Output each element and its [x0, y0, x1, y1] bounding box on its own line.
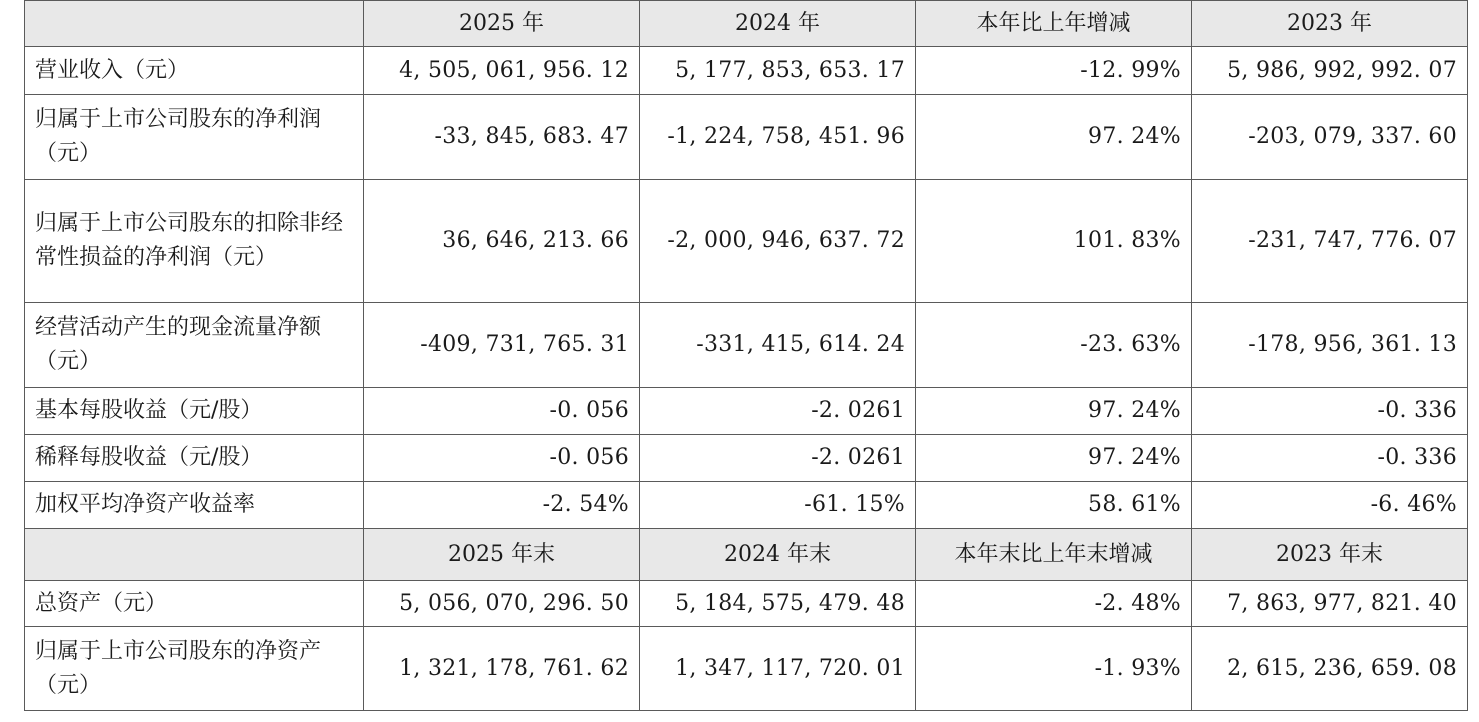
table-row [25, 435, 1468, 482]
value-cell: 2, 615, 236, 659. 08 [1192, 627, 1468, 711]
row-label: 加权平均净资产收益率 [25, 482, 364, 529]
header-cell: 2025 年末 [364, 529, 640, 581]
row-label: 营业收入（元） [25, 47, 364, 95]
value-cell: -2. 54% [364, 482, 640, 529]
value-cell: -0. 336 [1192, 388, 1468, 435]
financial-indicators-table [24, 0, 1468, 711]
value-cell: -409, 731, 765. 31 [364, 303, 640, 388]
value-cell: -2. 0261 [640, 388, 916, 435]
value-cell: -331, 415, 614. 24 [640, 303, 916, 388]
header-cell: 2024 年末 [640, 529, 916, 581]
row-label: 总资产（元） [25, 581, 364, 627]
value-cell: -1, 224, 758, 451. 96 [640, 95, 916, 180]
value-cell: 5, 056, 070, 296. 50 [364, 581, 640, 627]
value-cell: -33, 845, 683. 47 [364, 95, 640, 180]
header-cell: 2025 年 [364, 1, 640, 47]
value-cell: 97. 24% [916, 95, 1192, 180]
value-cell: -61. 15% [640, 482, 916, 529]
value-cell: 5, 986, 992, 992. 07 [1192, 47, 1468, 95]
value-cell: 1, 321, 178, 761. 62 [364, 627, 640, 711]
value-cell: 36, 646, 213. 66 [364, 180, 640, 303]
value-cell: -2. 48% [916, 581, 1192, 627]
table-row [25, 581, 1468, 627]
table-row [25, 180, 1468, 303]
row-label: 归属于上市公司股东的扣除非经常性损益的净利润（元） [25, 180, 364, 303]
table-row [25, 47, 1468, 95]
value-cell: 7, 863, 977, 821. 40 [1192, 581, 1468, 627]
value-cell: 5, 184, 575, 479. 48 [640, 581, 916, 627]
value-cell: -0. 336 [1192, 435, 1468, 482]
row-label: 稀释每股收益（元/股） [25, 435, 364, 482]
value-cell: 58. 61% [916, 482, 1192, 529]
value-cell: -0. 056 [364, 435, 640, 482]
table-row [25, 627, 1468, 711]
header-cell: 本年比上年增减 [916, 1, 1192, 47]
value-cell: -2. 0261 [640, 435, 916, 482]
value-cell: -178, 956, 361. 13 [1192, 303, 1468, 388]
table-row [25, 482, 1468, 529]
value-cell: -6. 46% [1192, 482, 1468, 529]
value-cell: 5, 177, 853, 653. 17 [640, 47, 916, 95]
value-cell: 4, 505, 061, 956. 12 [364, 47, 640, 95]
value-cell: -2, 000, 946, 637. 72 [640, 180, 916, 303]
row-label: 归属于上市公司股东的净利润（元） [25, 95, 364, 180]
header-row-annual [25, 1, 1468, 47]
header-row-year-end [25, 529, 1468, 581]
row-label: 归属于上市公司股东的净资产（元） [25, 627, 364, 711]
header-cell [25, 1, 364, 47]
table-row [25, 388, 1468, 435]
value-cell: -0. 056 [364, 388, 640, 435]
header-cell: 2024 年 [640, 1, 916, 47]
table-row [25, 95, 1468, 180]
row-label: 经营活动产生的现金流量净额（元） [25, 303, 364, 388]
row-label: 基本每股收益（元/股） [25, 388, 364, 435]
table-row [25, 303, 1468, 388]
header-cell: 2023 年 [1192, 1, 1468, 47]
value-cell: -23. 63% [916, 303, 1192, 388]
header-cell: 2023 年末 [1192, 529, 1468, 581]
value-cell: -12. 99% [916, 47, 1192, 95]
header-cell: 本年末比上年末增减 [916, 529, 1192, 581]
value-cell: -203, 079, 337. 60 [1192, 95, 1468, 180]
value-cell: 1, 347, 117, 720. 01 [640, 627, 916, 711]
value-cell: -231, 747, 776. 07 [1192, 180, 1468, 303]
value-cell: -1. 93% [916, 627, 1192, 711]
header-cell [25, 529, 364, 581]
value-cell: 101. 83% [916, 180, 1192, 303]
value-cell: 97. 24% [916, 388, 1192, 435]
value-cell: 97. 24% [916, 435, 1192, 482]
